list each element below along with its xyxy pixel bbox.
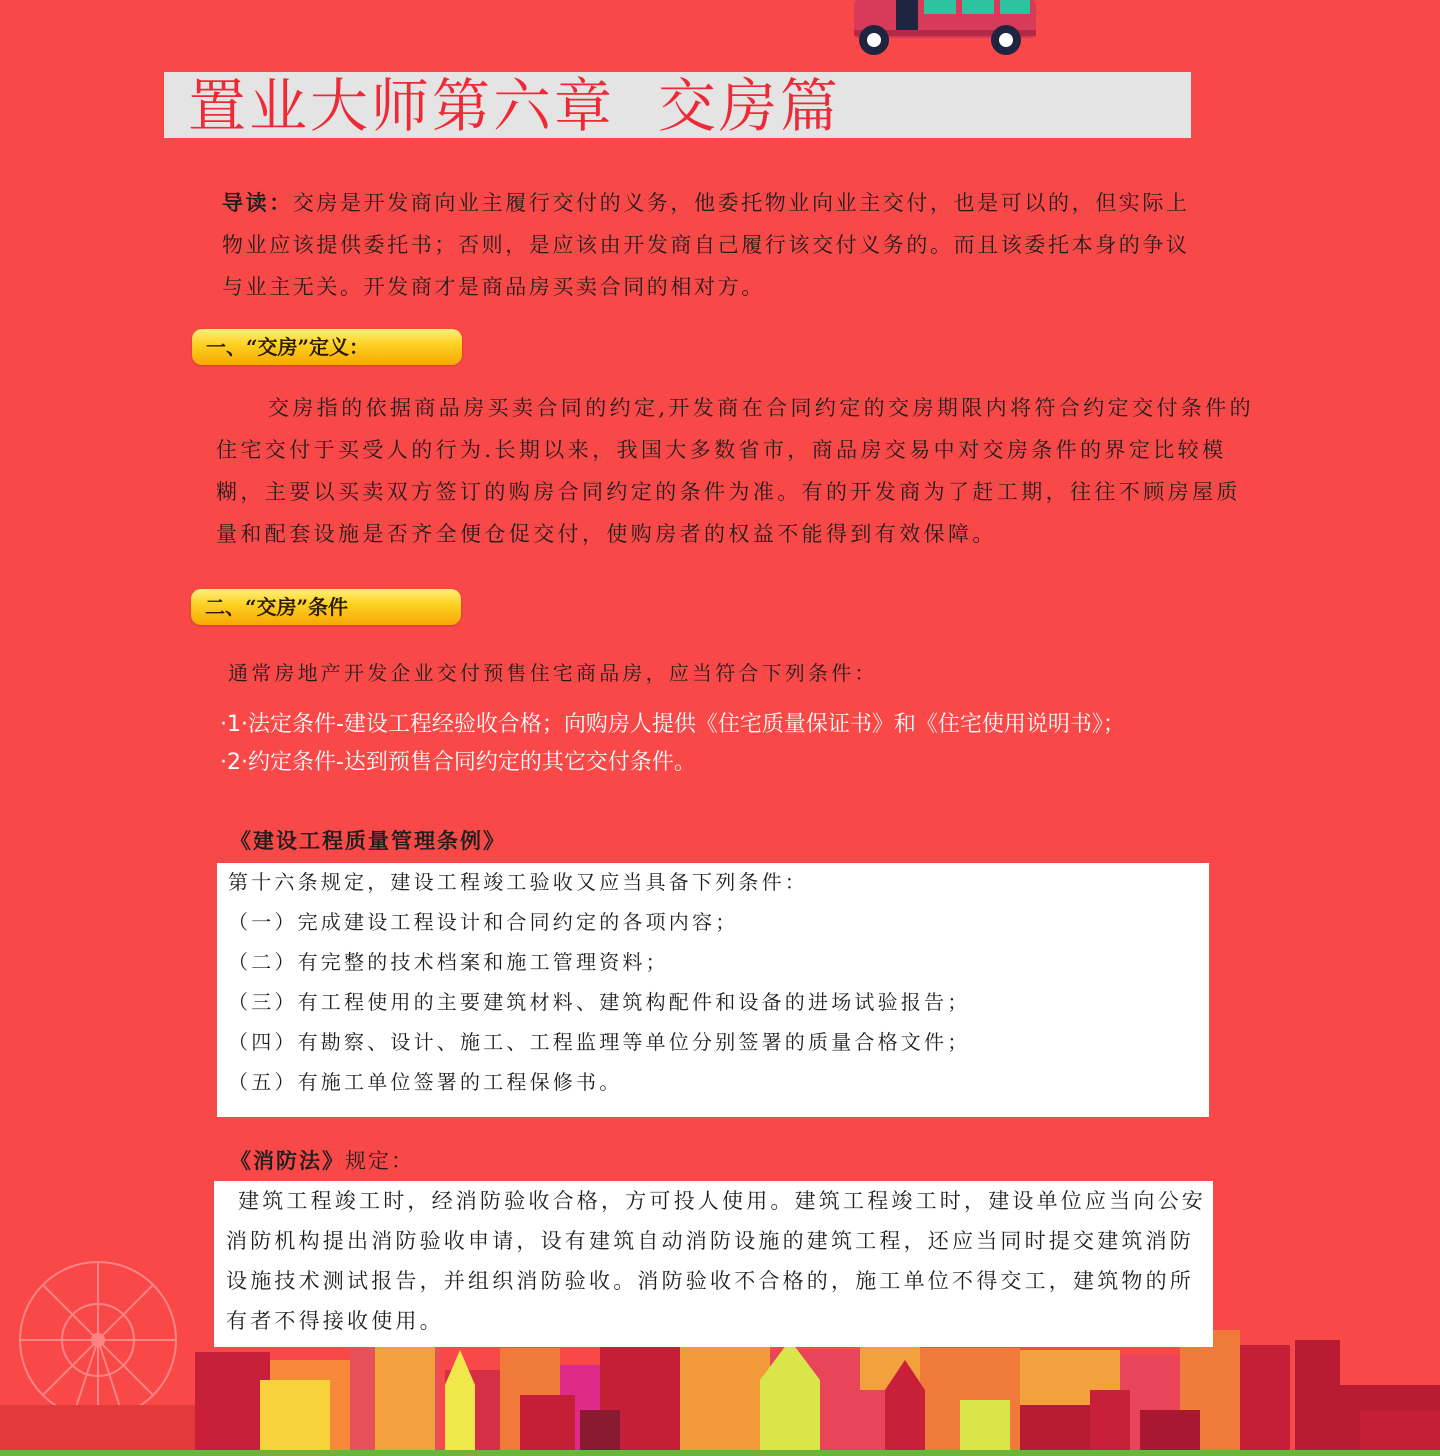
law1-line: （三）有工程使用的主要建筑材料、建筑构配件和设备的进场试验报告； bbox=[228, 990, 971, 1014]
law1-line: （一）完成建设工程设计和合同约定的各项内容； bbox=[228, 910, 739, 934]
law2-title-rest: 规定： bbox=[345, 1149, 414, 1173]
section2-heading: 二、“交房”条件 bbox=[191, 589, 461, 625]
law1-line: （四）有勘察、设计、施工、工程监理等单位分别签署的质量合格文件； bbox=[228, 1030, 971, 1054]
law1-line: 第十六条规定，建设工程竣工验收又应当具备下列条件： bbox=[228, 870, 808, 894]
bus-illustration bbox=[850, 0, 1040, 58]
condition-list bbox=[220, 706, 1125, 782]
page-title: 置业大师第六章 交房篇 bbox=[188, 72, 841, 140]
section1-paragraph: 交房指的依据商品房买卖合同的约定,开发商在合同约定的交房期限内将符合约定交付条件的住宅交付于买受人的行为.长期以来，我国大多数省市，商品房交易中对交房条件的界定比较模糊，主要以买卖双方签订的购房合同约定的条件为准。有的开发商为了赶工期，往往不顾房屋质量和配套设施是否齐全便仓促交付，使购房者的权益不能得到有效保障。 bbox=[216, 396, 1255, 546]
law2-paragraph: 建筑工程竣工时，经消防验收合格，方可投人使用。建筑工程竣工时，建设单位应当向公安消防机构提出消防验收申请，设有建筑自动消防设施的建筑工程，还应当同时提交建筑消防设施技术测试报告，并组织消防验收。消防验收不合格的，施工单位不得交工，建筑物的所有者不得接收使用。 bbox=[226, 1189, 1206, 1333]
condition-item: ·1·法定条件-建设工程经验收合格；向购房人提供《住宅质量保证书》和《住宅使用说明书》； bbox=[220, 712, 1125, 737]
intro-paragraph bbox=[222, 182, 1212, 308]
intro-label: 导读： bbox=[222, 190, 293, 215]
law1-line: （五）有施工单位签署的工程保修书。 bbox=[228, 1070, 623, 1094]
law1-title: 《建设工程质量管理条例》 bbox=[230, 828, 506, 853]
section1-heading: 一、“交房”定义： bbox=[192, 329, 462, 365]
intro-text: 交房是开发商向业主履行交付的义务，他委托物业向业主交付，也是可以的，但实际上物业应该提供委托书；否则，是应该由开发商自己履行该交付义务的。而且该委托本身的争议与业主无关。开发商才是商品房买卖合同的相对方。 bbox=[222, 191, 1190, 299]
law2-title bbox=[230, 1143, 414, 1179]
section2-intro: 通常房地产开发企业交付预售住宅商品房，应当符合下列条件： bbox=[228, 661, 878, 685]
law1-lines bbox=[228, 862, 970, 1102]
condition-item: ·2·约定条件-达到预售合同约定的其它交付条件。 bbox=[220, 750, 696, 775]
law2-title-name: 《消防法》 bbox=[230, 1148, 345, 1173]
law1-line: （二）有完整的技术档案和施工管理资料； bbox=[228, 950, 669, 974]
